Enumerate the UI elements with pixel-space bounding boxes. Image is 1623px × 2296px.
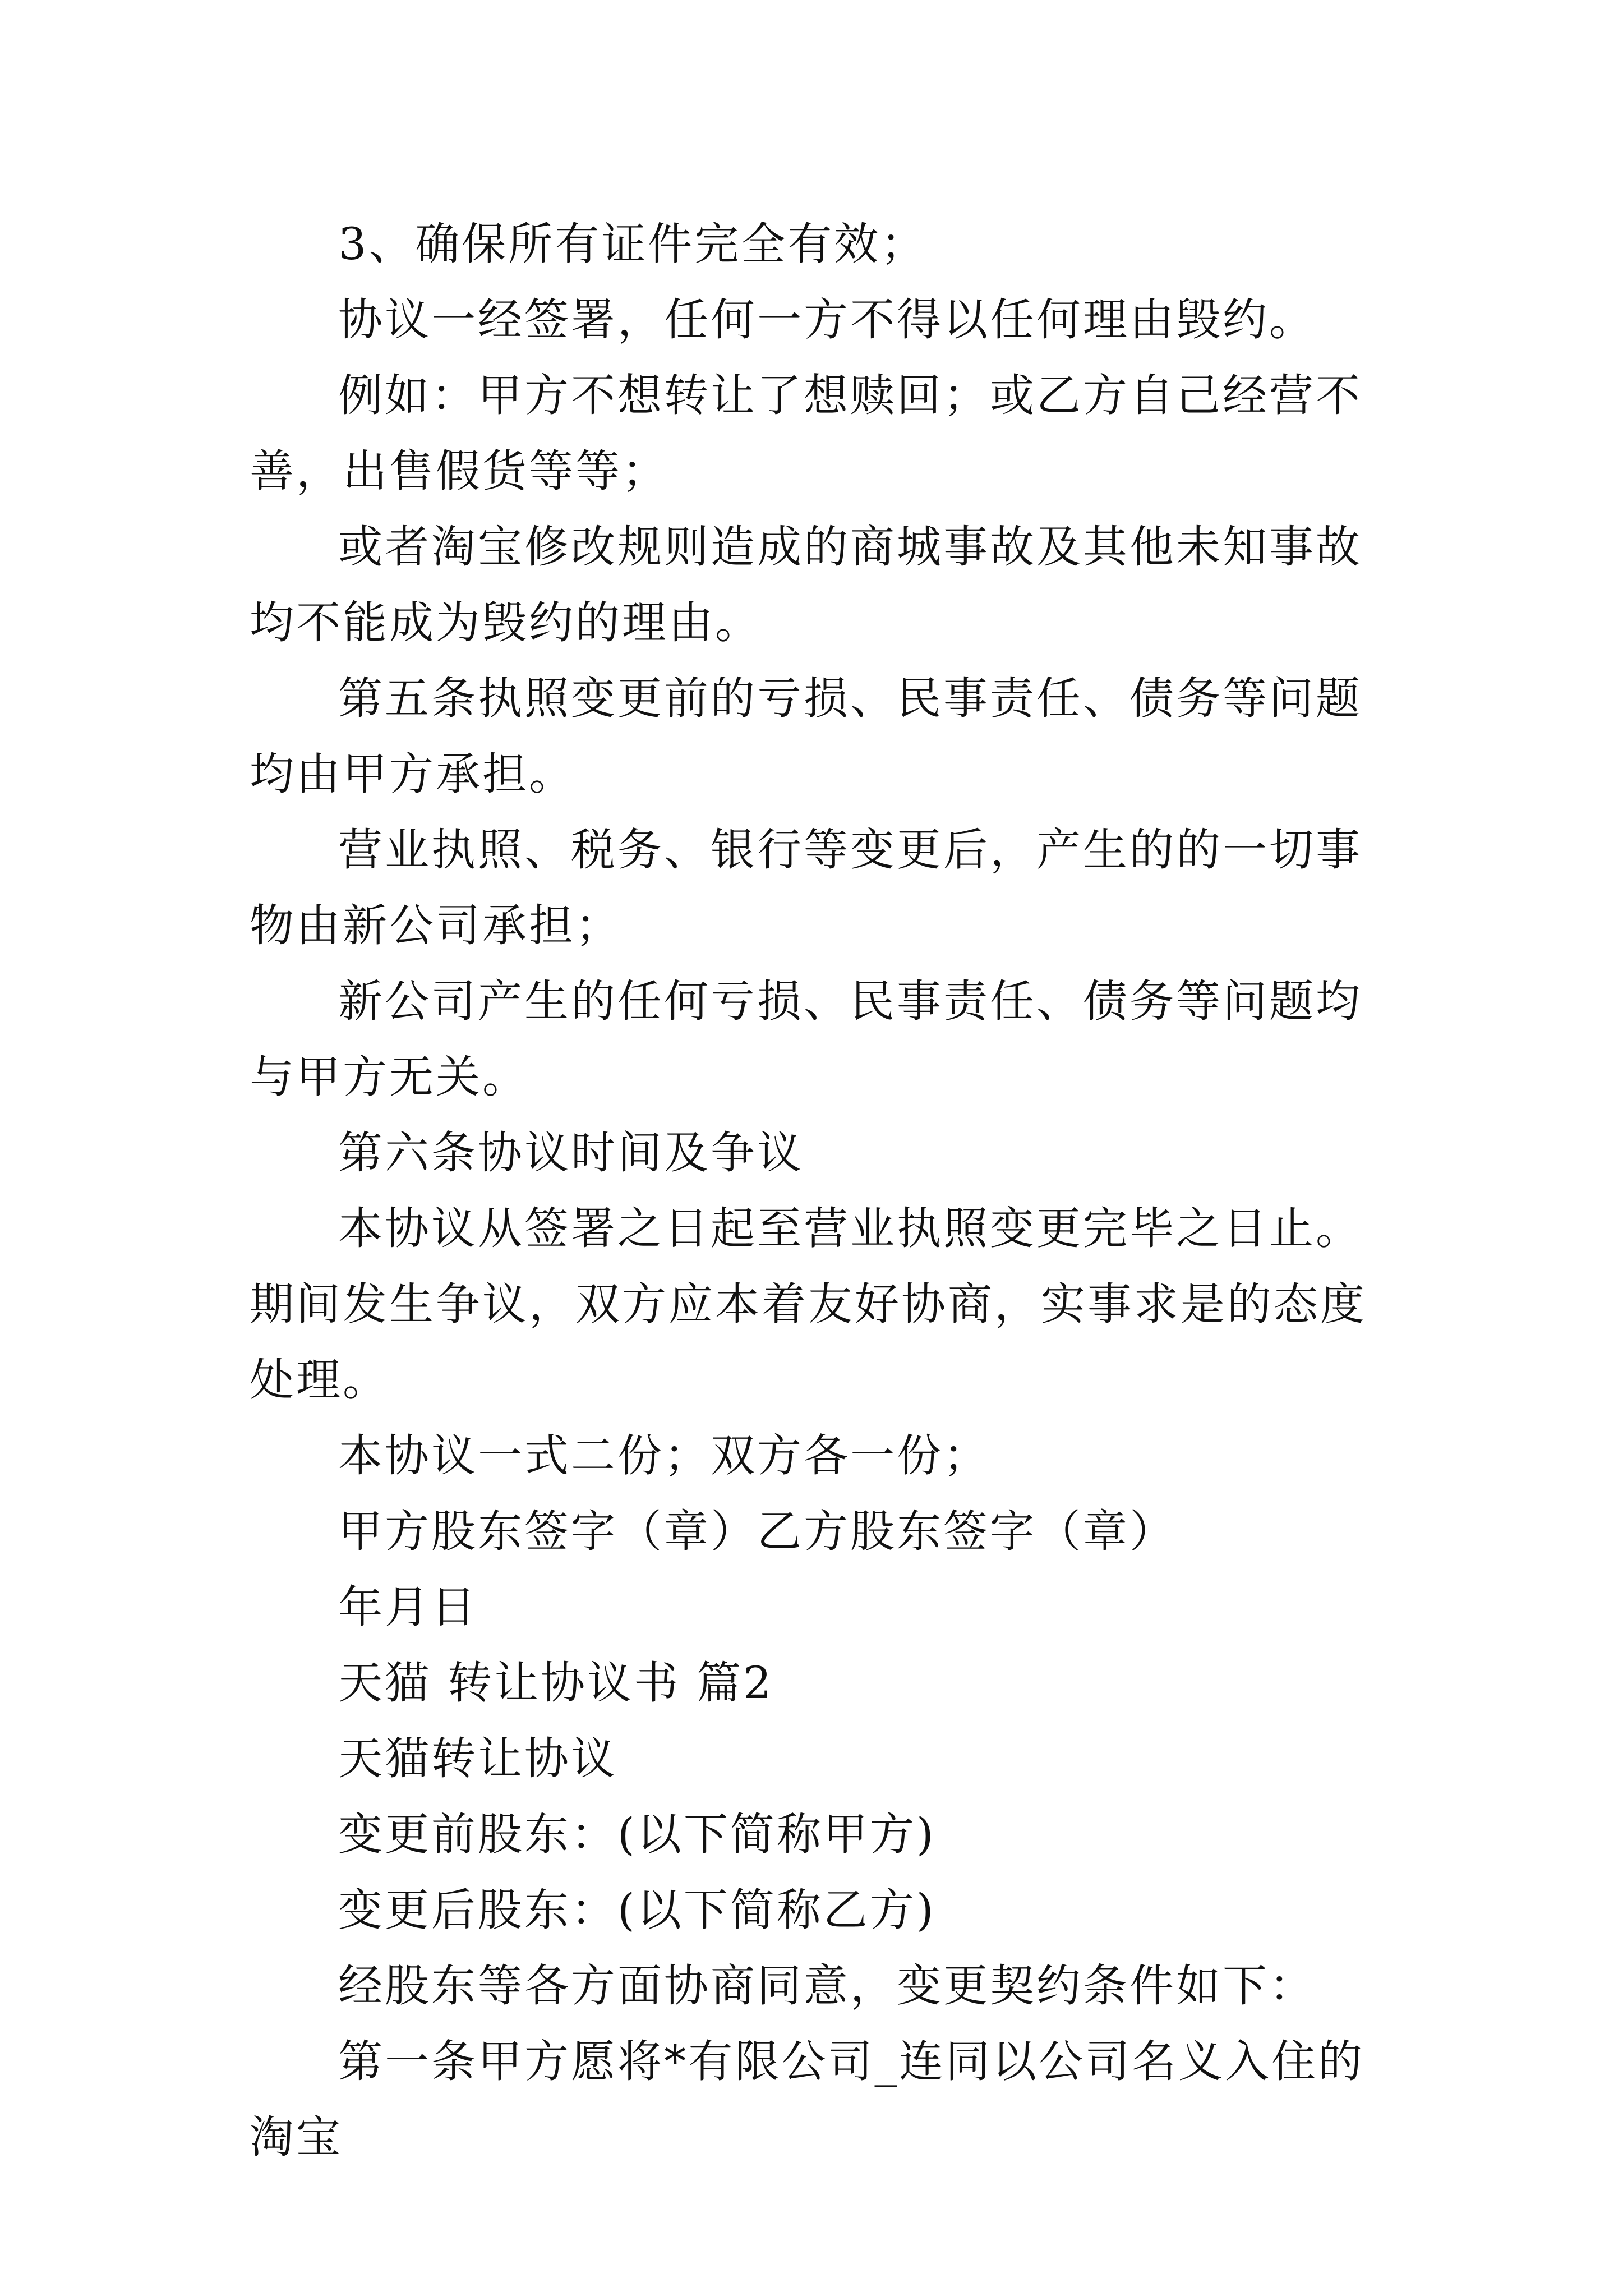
paragraph: 第一条甲方愿将*有限公司_连同以公司名义入住的淘宝 (250, 2036, 1364, 2163)
signature-line: 甲方股东签字（章）乙方股东签字（章） (338, 1506, 1176, 1557)
paragraph: 3、确保所有证件完全有效； (338, 218, 928, 270)
paragraph: 本协议从签署之日起至营业执照变更完毕之日止。期间发生争议，双方应本着友好协商，实事求是的态度处理。 (250, 1203, 1367, 1406)
paragraph: 营业执照、税务、银行等变更后，产生的的一切事物由新公司承担； (250, 824, 1362, 951)
paragraph: 或者淘宝修改规则造成的商城事故及其他未知事故均不能成为毁约的理由。 (250, 521, 1362, 648)
paragraph: 协议一经签署，任何一方不得以任何理由毁约。 (338, 294, 1316, 346)
paragraph: 例如：甲方不想转让了想赎回；或乙方自己经营不善，出售假货等等； (250, 370, 1362, 497)
paragraph: 第五条执照变更前的亏损、民事责任、债务等问题均由甲方承担。 (250, 673, 1362, 800)
agreement-title: 天猫转让协议 (338, 1733, 617, 1784)
party-b-line: 变更后股东：(以下简称乙方) (338, 1884, 936, 1936)
party-a-line: 变更前股东：(以下简称甲方) (338, 1809, 936, 1860)
paragraph: 经股东等各方面协商同意，变更契约条件如下： (338, 1960, 1316, 2012)
date-line: 年月日 (338, 1581, 478, 1633)
paragraph: 本协议一式二份；双方各一份； (338, 1430, 990, 1481)
paragraph: 新公司产生的任何亏损、民事责任、债务等问题均与甲方无关。 (250, 976, 1362, 1103)
document-body (250, 206, 1377, 2175)
section-heading: 第六条协议时间及争议 (338, 1127, 804, 1179)
article-title: 天猫 转让协议书 篇2 (338, 1657, 774, 1709)
